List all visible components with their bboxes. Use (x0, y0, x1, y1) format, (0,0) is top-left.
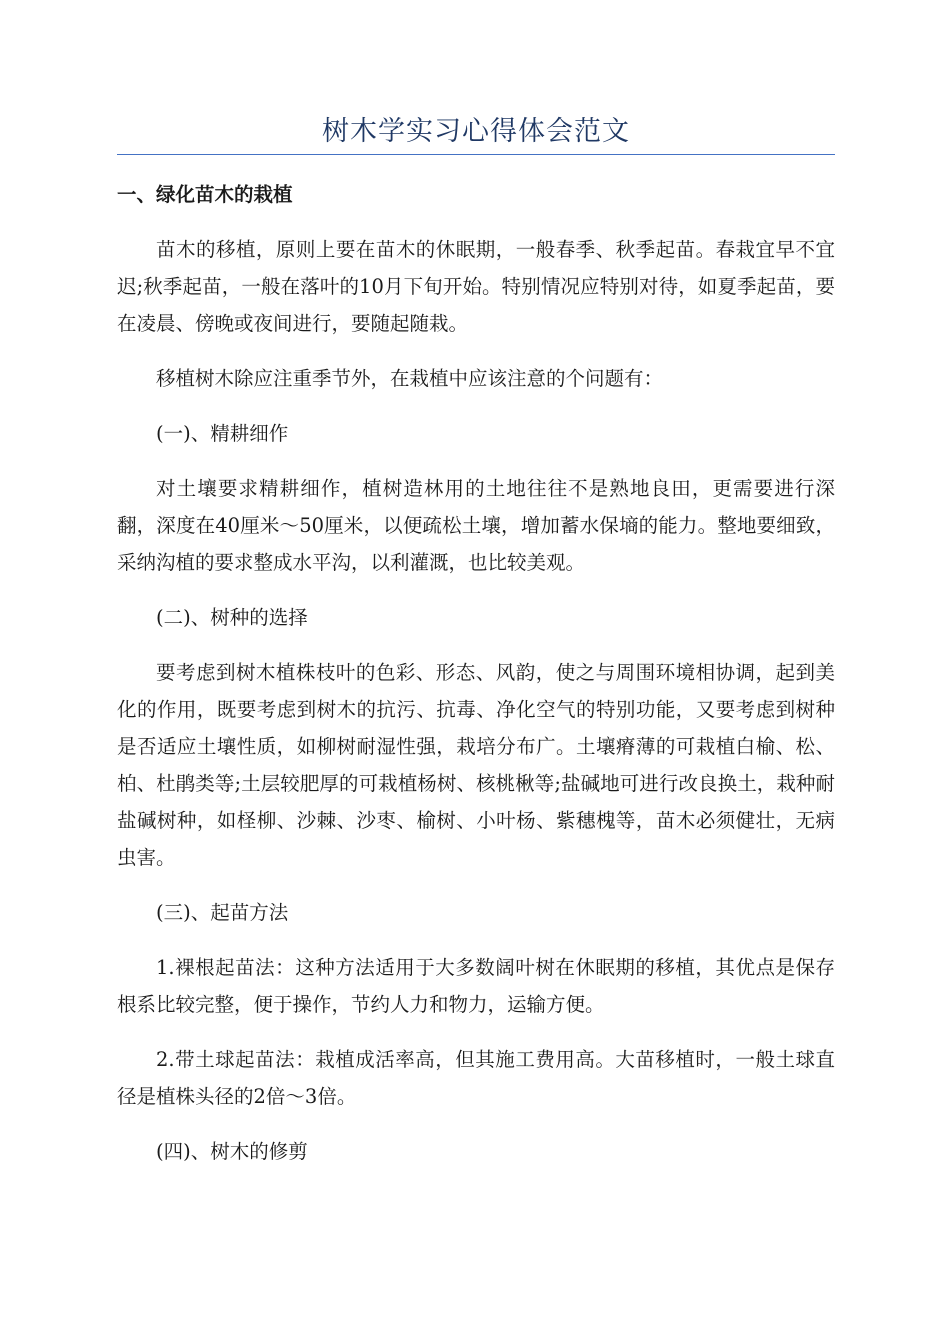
paragraph: 要考虑到树木植株枝叶的色彩、形态、风韵，使之与周围环境相协调，起到美化的作用，既要考虑到树木的抗污、抗毒、净化空气的特别功能，又要考虑到树种是否适应土壤性质，如柳树耐湿性强，栽培分布广。土壤瘠薄的可栽植白榆、松、柏、杜鹃类等;土层较肥厚的可栽植杨树、核桃楸等;盐碱地可进行改良换土，栽种耐盐碱树种，如柽柳、沙棘、沙枣、榆树、小叶杨、紫穗槐等，苗木必须健壮，无病虫害。 (117, 661, 835, 869)
document-title: 树木学实习心得体会范文 (322, 116, 630, 147)
subsection-heading: (一)、精耕细作 (156, 422, 289, 445)
subsection-heading: (四)、树木的修剪 (156, 1140, 308, 1163)
subsection-heading: (二)、树种的选择 (156, 606, 308, 629)
paragraph: 对土壤要求精耕细作，植树造林用的土地往往不是熟地良田，更需要进行深翻，深度在40厘米～50厘米，以便疏松土壤，增加蓄水保墒的能力。整地要细致，采纳沟植的要求整成水平沟，以利灌溉，也比较美观。 (117, 477, 835, 574)
paragraph: 2.带土球起苗法：栽植成活率高，但其施工费用高。大苗移植时，一般土球直径是植株头径的2倍～3倍。 (117, 1048, 835, 1108)
title-underline (117, 154, 835, 155)
paragraph: 移植树木除应注重季节外，在栽植中应该注意的个问题有： (156, 367, 664, 390)
paragraph: 苗木的移植，原则上要在苗木的休眠期，一般春季、秋季起苗。春栽宜早不宜迟;秋季起苗，一般在落叶的10月下旬开始。特别情况应特别对待，如夏季起苗，要在凌晨、傍晚或夜间进行，要随起随栽。 (117, 238, 835, 335)
section-heading: 一、绿化苗木的栽植 (117, 183, 293, 206)
subsection-heading: (三)、起苗方法 (156, 901, 289, 924)
paragraph: 1.裸根起苗法：这种方法适用于大多数阔叶树在休眠期的移植，其优点是保存根系比较完整，便于操作，节约人力和物力，运输方便。 (117, 956, 835, 1016)
document-body (117, 176, 835, 1188)
